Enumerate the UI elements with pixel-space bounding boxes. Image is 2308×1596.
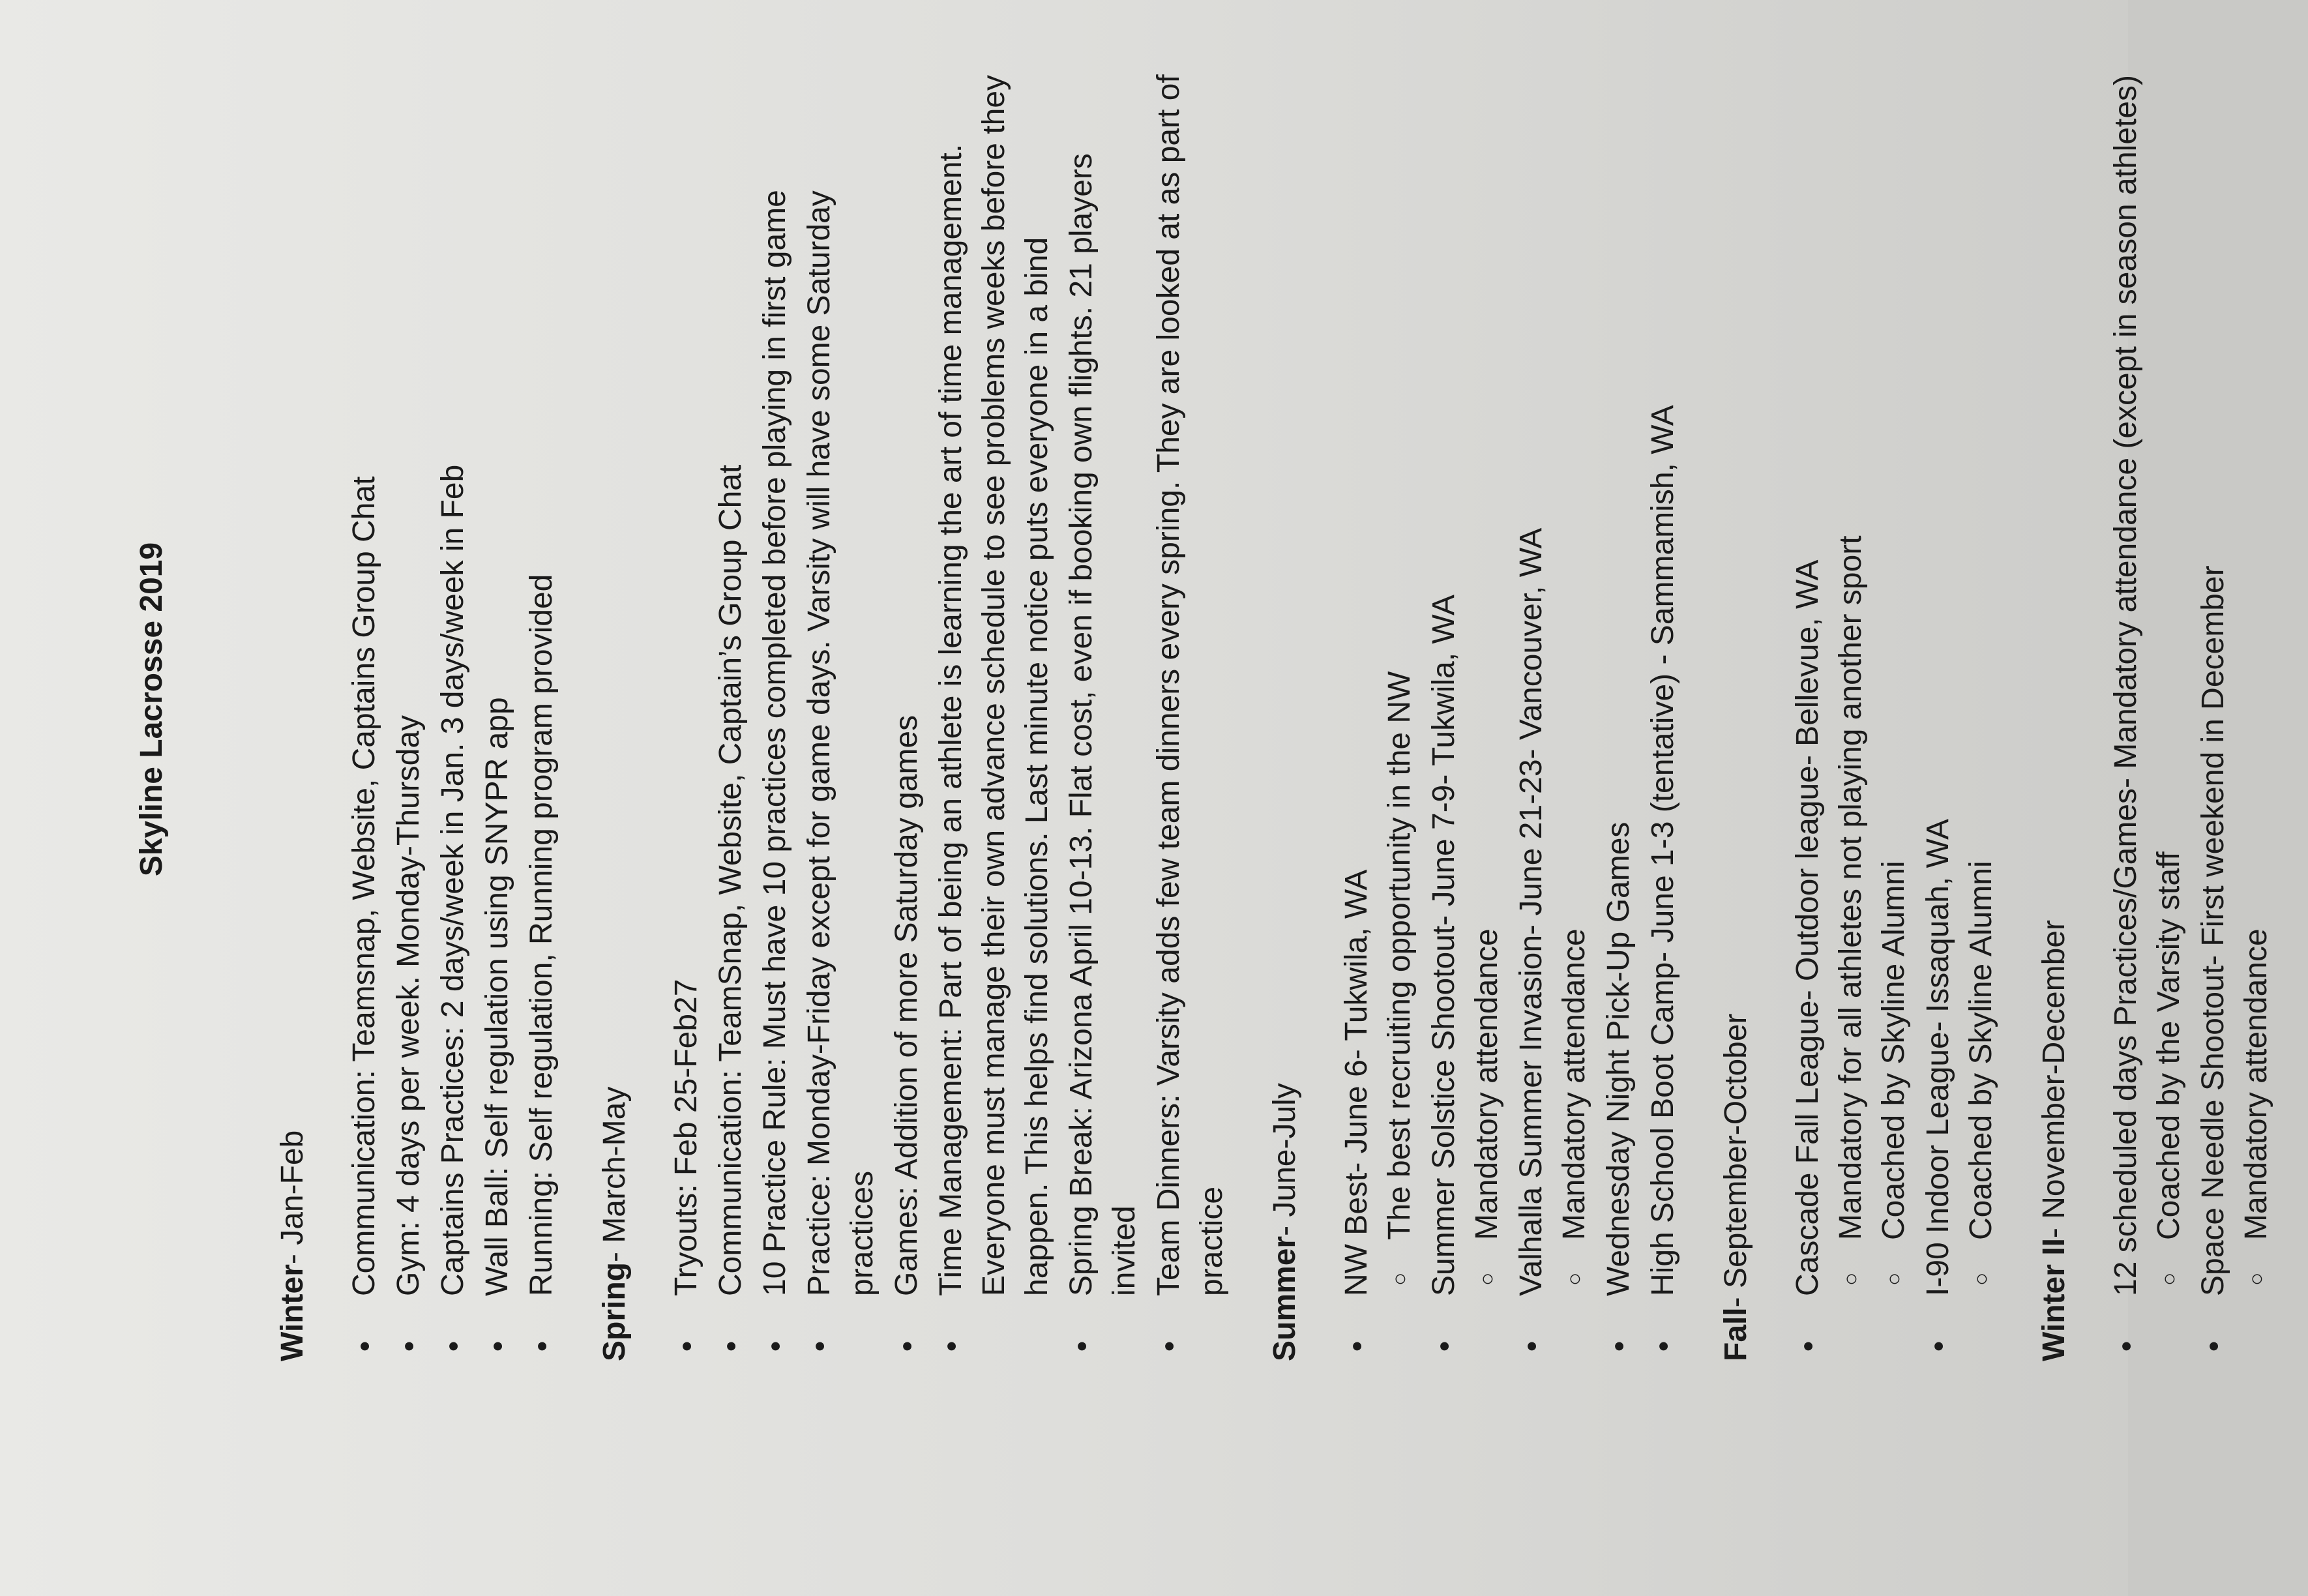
sub-bullet-list (1378, 57, 1421, 1296)
bullet-item (1423, 57, 1509, 1361)
bullet-text: Cascade Fall League- Outdoor league- Bellevue, WA (1790, 559, 1825, 1296)
bullet-text: Space Needle Shootout- First weekend in December (2196, 565, 2230, 1296)
bullet-item (665, 57, 708, 1361)
bullet-text: High School Boot Camp- June 1-3 (tentative) - Sammamish, WA (1646, 405, 1680, 1296)
bullet-text: Spring Break: Arizona April 10-13. Flat cost, even if booking own flights. 21 players invited (1064, 153, 1142, 1296)
section-heading (593, 57, 636, 1361)
bullet-text: Summer Solstice Shootout- June 7-9- Tukwila, WA (1427, 595, 1461, 1296)
section (2033, 57, 2278, 1361)
bullet-item (709, 57, 752, 1361)
bullet-item (1147, 57, 1234, 1361)
sub-bullet-list (2235, 57, 2278, 1296)
bullet-item (1060, 57, 1146, 1361)
bullet-list (1335, 57, 1685, 1361)
section-season: Spring (597, 1262, 632, 1361)
sub-bullet-text: Coached by Skyline Alumni (1964, 861, 1998, 1240)
bullet-item (2105, 57, 2191, 1361)
bullet-text: Wednesday Night Pick-Up Games (1601, 821, 1636, 1296)
bullet-text: Wall Ball: Self regulation using SNYPR app (480, 697, 514, 1296)
sub-bullet-text: Mandatory for all athletes not playing another sport (1833, 535, 1868, 1240)
bullet-text: Practice: Monday-Friday except for game days. Varsity will have some Saturday practices (802, 190, 880, 1296)
document-title: Skyline Lacrosse 2019 (134, 542, 169, 877)
bullet-list (1786, 57, 2003, 1361)
section (593, 57, 1234, 1361)
bullet-text: Captains Practices: 2 days/week in Jan. 3 days/week in Feb (436, 464, 470, 1296)
sub-bullet-text: Coached by Skyline Alumni (1876, 861, 1911, 1240)
bullet-item (2192, 57, 2278, 1361)
section-heading (2033, 57, 2076, 1361)
bullet-item (432, 57, 475, 1361)
bullet-item (1786, 57, 1916, 1361)
bullet-list (343, 57, 563, 1361)
bullet-item (1597, 57, 1640, 1361)
bullet-list (2105, 57, 2278, 1361)
bullet-text: Running: Self regulation, Running program provided (524, 574, 559, 1296)
section (1715, 57, 2003, 1361)
section-date-range: - September-October (1719, 1013, 1753, 1308)
bullet-item (343, 57, 386, 1361)
sub-bullet-item (1960, 57, 2003, 1296)
section-season: Fall (1719, 1307, 1753, 1361)
sub-bullet-item (1829, 57, 1872, 1296)
document-page (130, 57, 2308, 1361)
bullet-text: Gym: 4 days per week. Monday-Thursday (391, 715, 426, 1296)
bullet-text: 10 Practice Rule: Must have 10 practices completed before playing in first game (758, 190, 792, 1296)
section-date-range: - Jan-Feb (275, 1130, 310, 1265)
section-date-range: - March-May (597, 1086, 632, 1262)
bullet-text: Time Management: Part of being an athlete is learning the art of time management. Everyone must manage their own advance schedule to see problems weeks before they happen. This helps find solutions. Last minute notice puts everyone in a bind (934, 74, 1054, 1296)
bullet-item (930, 57, 1059, 1361)
sub-bullet-list (1829, 57, 1916, 1296)
bullet-text: Communication: TeamSnap, Website, Captain’s Group Chat (713, 464, 748, 1296)
sub-bullet-item (1466, 57, 1509, 1296)
sub-bullet-text: Mandatory attendance (1470, 928, 1504, 1240)
section-date-range: - June-July (1267, 1083, 1302, 1236)
sub-bullet-item (1378, 57, 1421, 1296)
sub-bullet-text: Mandatory attendance (2239, 928, 2273, 1240)
bullet-text: Team Dinners: Varsity adds few team dinners every spring. They are looked at as part of practice (1151, 74, 1229, 1296)
section (271, 57, 563, 1361)
sub-bullet-item (2148, 57, 2191, 1296)
bullet-item (885, 57, 928, 1361)
section-heading (1715, 57, 1758, 1361)
bullet-item (798, 57, 884, 1361)
sections-container (271, 57, 2278, 1361)
bullet-item (387, 57, 430, 1361)
bullet-text: Tryouts: Feb 25-Feb27 (669, 979, 703, 1296)
section-season: Winter II (2037, 1238, 2071, 1361)
bullet-text: Communication: Teamsnap, Website, Captains Group Chat (347, 476, 381, 1296)
bullet-item (1510, 57, 1596, 1361)
section-season: Summer (1267, 1235, 1302, 1361)
section-heading (271, 57, 314, 1361)
section-date-range: - November-December (2037, 919, 2071, 1239)
bullet-text: Valhalla Summer Invasion- June 21-23- Vancouver, WA (1514, 527, 1548, 1296)
section-season: Winter (275, 1264, 310, 1361)
sub-bullet-item (1872, 57, 1916, 1296)
bullet-text: 12 scheduled days Practices/Games- Mandatory attendance (except in season athletes) (2108, 74, 2143, 1296)
sub-bullet-list (1960, 57, 2003, 1296)
sub-bullet-text: The best recruiting opportunity in the NW (1382, 671, 1417, 1240)
bullet-text: I-90 Indoor League- Issaquah, WA (1921, 819, 1955, 1296)
sub-bullet-text: Mandatory attendance (1557, 928, 1591, 1240)
bullet-item (520, 57, 563, 1361)
sub-bullet-list (1466, 57, 1509, 1296)
section-heading (1264, 57, 1307, 1361)
bullet-item (1917, 57, 2003, 1361)
sub-bullet-item (2235, 57, 2278, 1296)
section (1264, 57, 1685, 1361)
bullet-item (754, 57, 797, 1361)
bullet-text: Games: Addition of more Saturday games (889, 715, 924, 1296)
bullet-item (1335, 57, 1421, 1361)
sub-bullet-list (1553, 57, 1596, 1296)
sub-bullet-list (2148, 57, 2191, 1296)
sub-bullet-text: Coached by the Varsity staff (2152, 851, 2186, 1240)
bullet-list (665, 57, 1234, 1361)
bullet-item (1642, 57, 1685, 1361)
sub-bullet-item (1553, 57, 1596, 1296)
bullet-item (476, 57, 519, 1361)
bullet-text: NW Best- June 6- Tukwila, WA (1339, 869, 1374, 1296)
